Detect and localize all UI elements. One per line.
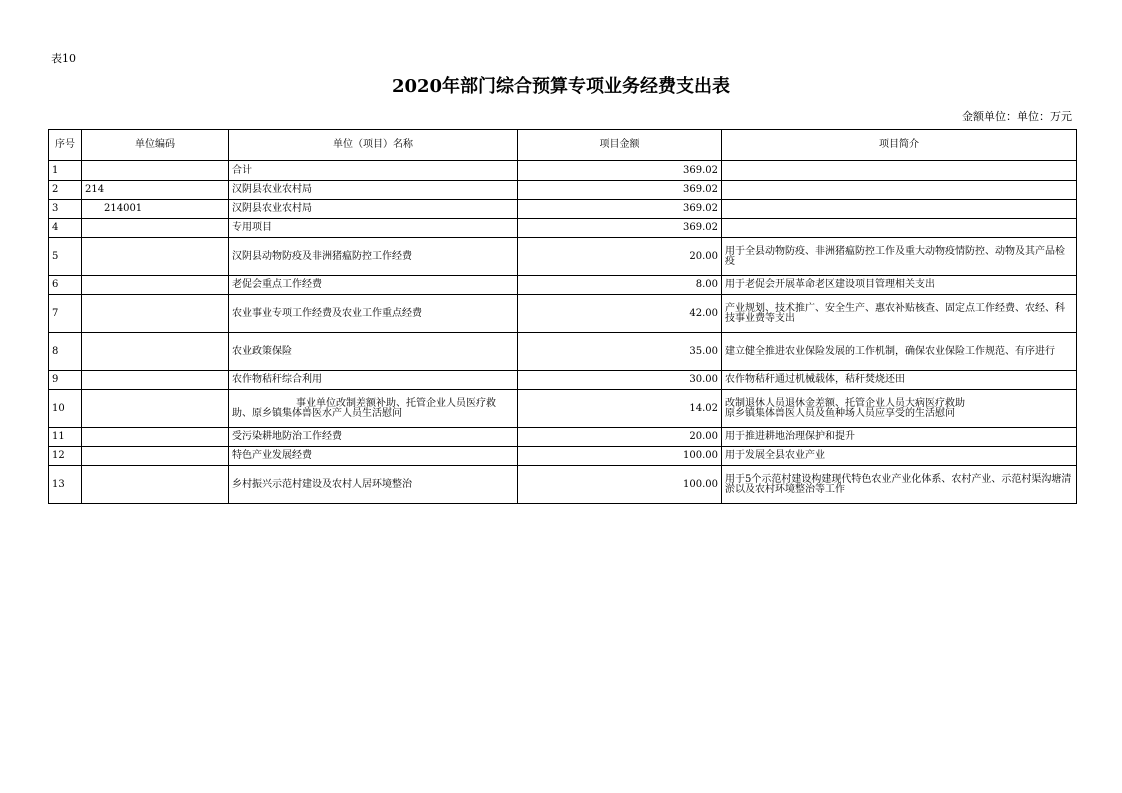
col-header-unit-code: 单位编码 xyxy=(82,130,229,161)
cell-desc xyxy=(722,200,1077,219)
cell-unit-code: 214 xyxy=(82,181,229,200)
cell-unit-code xyxy=(82,447,229,466)
table-row xyxy=(49,333,1077,371)
table-row xyxy=(49,276,1077,295)
cell-name: 汉阴县动物防疫及非洲猪瘟防控工作经费 xyxy=(229,238,518,276)
cell-unit-code: 214001 xyxy=(82,200,229,219)
cell-seq: 7 xyxy=(49,295,82,333)
page-title: 2020年部门综合预算专项业务经费支出表 xyxy=(391,76,731,97)
cell-unit-code xyxy=(82,238,229,276)
cell-name: 农作物秸秆综合利用 xyxy=(229,371,518,390)
table-row xyxy=(49,371,1077,390)
cell-unit-code xyxy=(82,295,229,333)
cell-amount: 35.00 xyxy=(518,333,722,371)
col-header-amount: 项目金额 xyxy=(518,130,722,161)
col-header-name: 单位（项目）名称 xyxy=(229,130,518,161)
cell-seq: 5 xyxy=(49,238,82,276)
cell-seq: 9 xyxy=(49,371,82,390)
unit-note: 金额单位：单位：万元 xyxy=(962,110,1072,123)
cell-name: 事业单位改制差额补助、托管企业人员医疗救助、原乡镇集体兽医水产人员生活慰问 xyxy=(229,390,518,428)
cell-name: 汉阴县农业农村局 xyxy=(229,181,518,200)
table-body xyxy=(49,161,1077,504)
cell-desc: 建立健全推进农业保险发展的工作机制，确保农业保险工作规范、有序进行 xyxy=(722,333,1077,371)
cell-seq: 4 xyxy=(49,219,82,238)
cell-desc xyxy=(722,181,1077,200)
cell-unit-code xyxy=(82,219,229,238)
cell-unit-code xyxy=(82,276,229,295)
cell-unit-code xyxy=(82,390,229,428)
cell-desc: 产业规划、技术推广、安全生产、惠农补贴核查、固定点工作经费、农经、科技事业费等支出 xyxy=(722,295,1077,333)
cell-amount: 14.02 xyxy=(518,390,722,428)
cell-name: 受污染耕地防治工作经费 xyxy=(229,428,518,447)
cell-amount: 369.02 xyxy=(518,161,722,181)
col-header-seq: 序号 xyxy=(49,130,82,161)
cell-amount: 369.02 xyxy=(518,219,722,238)
cell-seq: 12 xyxy=(49,447,82,466)
cell-unit-code xyxy=(82,371,229,390)
cell-unit-code xyxy=(82,161,229,181)
cell-desc: 农作物秸秆通过机械载体，秸秆焚烧还田 xyxy=(722,371,1077,390)
cell-desc: 用于发展全县农业产业 xyxy=(722,447,1077,466)
cell-name: 老促会重点工作经费 xyxy=(229,276,518,295)
cell-amount: 20.00 xyxy=(518,428,722,447)
cell-unit-code xyxy=(82,466,229,504)
table-row xyxy=(49,219,1077,238)
cell-amount: 30.00 xyxy=(518,371,722,390)
cell-amount: 369.02 xyxy=(518,181,722,200)
table-row xyxy=(49,200,1077,219)
cell-name: 特色产业发展经费 xyxy=(229,447,518,466)
cell-desc xyxy=(722,219,1077,238)
cell-seq: 1 xyxy=(49,161,82,181)
cell-seq: 11 xyxy=(49,428,82,447)
cell-amount: 100.00 xyxy=(518,466,722,504)
cell-seq: 13 xyxy=(49,466,82,504)
cell-desc: 用于5个示范村建设构建现代特色农业产业化体系、农村产业、示范村渠沟塘清淤以及农村环境整治等工作 xyxy=(722,466,1077,504)
cell-desc: 用于全县动物防疫、非洲猪瘟防控工作及重大动物疫情防控、动物及其产品检疫 xyxy=(722,238,1077,276)
table-row xyxy=(49,238,1077,276)
cell-amount: 20.00 xyxy=(518,238,722,276)
cell-name: 农业事业专项工作经费及农业工作重点经费 xyxy=(229,295,518,333)
cell-unit-code xyxy=(82,333,229,371)
cell-name: 专用项目 xyxy=(229,219,518,238)
cell-seq: 6 xyxy=(49,276,82,295)
cell-amount: 42.00 xyxy=(518,295,722,333)
cell-name: 汉阴县农业农村局 xyxy=(229,200,518,219)
cell-seq: 8 xyxy=(49,333,82,371)
table-row xyxy=(49,428,1077,447)
budget-table xyxy=(48,129,1077,504)
cell-name: 农业政策保险 xyxy=(229,333,518,371)
cell-seq: 3 xyxy=(49,200,82,219)
cell-desc: 用于推进耕地治理保护和提升 xyxy=(722,428,1077,447)
col-header-desc: 项目简介 xyxy=(722,130,1077,161)
cell-amount: 369.02 xyxy=(518,200,722,219)
table-row xyxy=(49,161,1077,181)
table-row xyxy=(49,390,1077,428)
cell-name: 合计 xyxy=(229,161,518,181)
cell-amount: 8.00 xyxy=(518,276,722,295)
cell-desc: 改制退休人员退休金差额、托管企业人员大病医疗救助 原乡镇集体兽医人员及鱼种场人员应享受的生活慰问 xyxy=(722,390,1077,428)
table-row xyxy=(49,295,1077,333)
table-row xyxy=(49,447,1077,466)
table-row xyxy=(49,466,1077,504)
cell-name: 乡村振兴示范村建设及农村人居环境整治 xyxy=(229,466,518,504)
cell-seq: 10 xyxy=(49,390,82,428)
cell-amount: 100.00 xyxy=(518,447,722,466)
cell-unit-code xyxy=(82,428,229,447)
table-header-row xyxy=(49,130,1077,161)
cell-desc: 用于老促会开展革命老区建设项目管理相关支出 xyxy=(722,276,1077,295)
table-row xyxy=(49,181,1077,200)
table-number: 表10 xyxy=(51,52,76,65)
cell-seq: 2 xyxy=(49,181,82,200)
cell-desc xyxy=(722,161,1077,181)
